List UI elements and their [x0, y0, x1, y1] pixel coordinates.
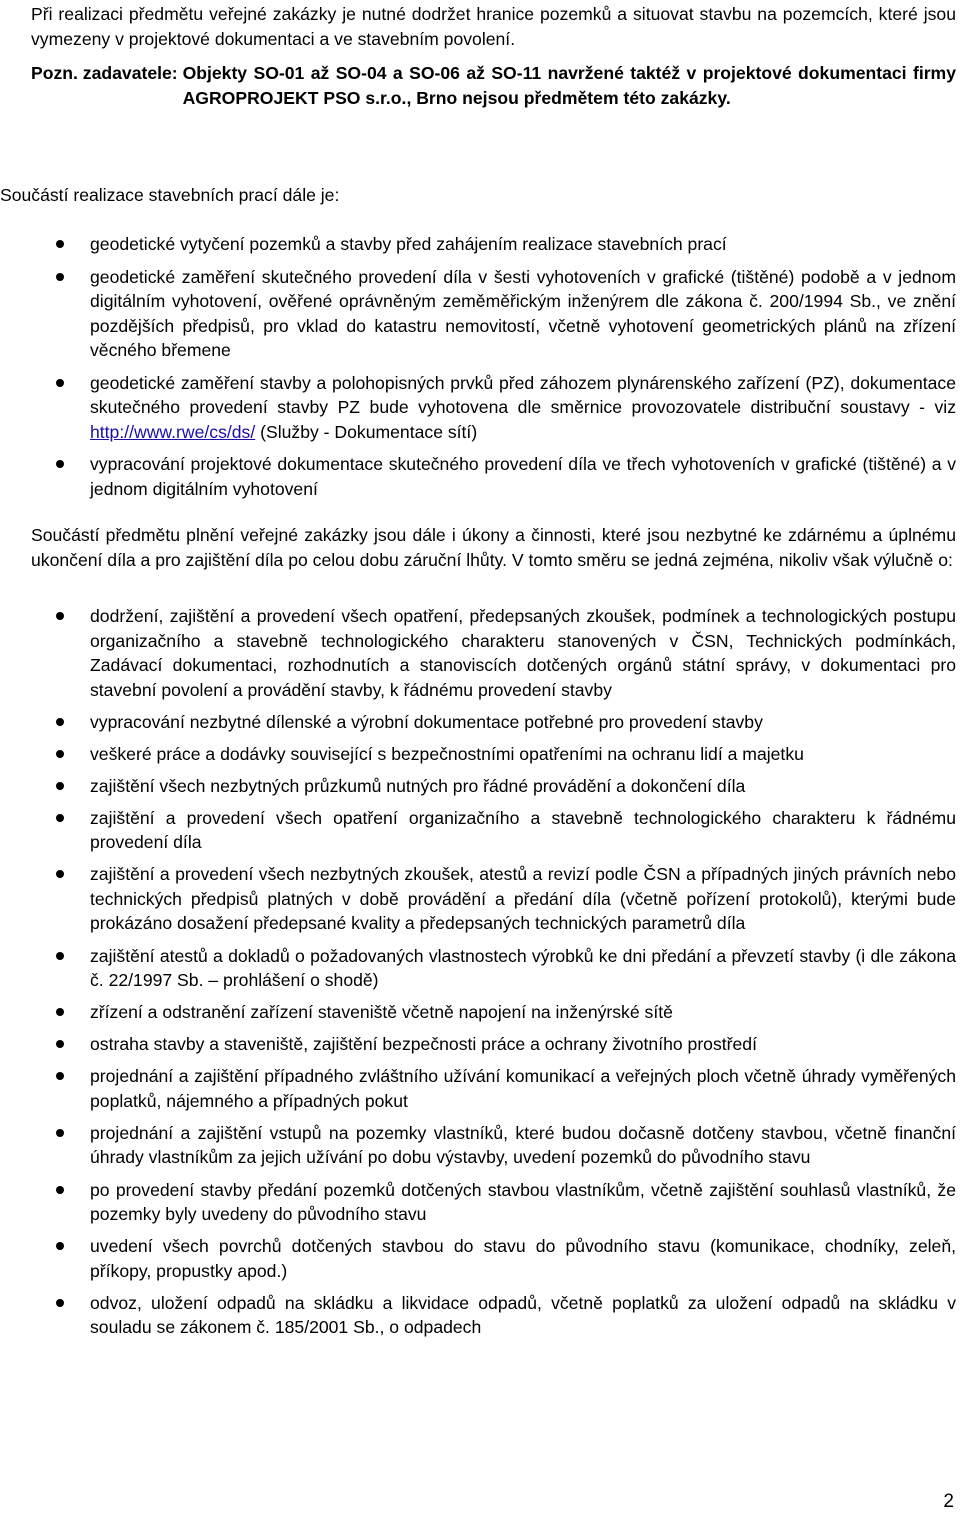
bullet-icon	[56, 1008, 64, 1016]
list-item	[31, 265, 956, 363]
bullet-icon	[56, 782, 64, 790]
list-item	[31, 1000, 956, 1025]
item-text: dodržení, zajištění a provedení všech opatření, předepsaných zkoušek, podmínek a technologických postupu organizačního a stavebně technologického charakteru stanovených v ČSN, Technických podmínkách, Zadávací dokumentaci, rozhodnutích a stanoviscích dotčených orgánů státní správy, v dokumentaci pro stavební povolení a provádění stavby, k řádnému provedení stavby	[90, 606, 956, 700]
page-number: 2	[943, 1491, 954, 1512]
section2-paragraph: Součástí předmětu plnění veřejné zakázky jsou dále i úkony a činnosti, které jsou nezbytné ke zdárnému a úplnému ukončení díla a pro zajištění díla po celou dobu záruční lhůty. V tomto směru se jedná zejména, nikoliv však výlučně o:	[31, 525, 956, 570]
item-text: projednání a zajištění vstupů na pozemky vlastníků, které budou dočasně dotčeny stavbou, včetně finanční úhrady vlastníkům za jejich užívání po dobu výstavby, uvedení pozemků do původního stavu	[90, 1122, 956, 1168]
item-text-after: (Služby - Dokumentace sítí)	[255, 421, 478, 442]
section1-list	[31, 232, 956, 501]
bullet-icon	[56, 1186, 64, 1194]
item-text: projednání a zajištění případného zvláštního užívání komunikací a veřejných ploch včetně úhrady vyměřených poplatků, nájemného a případných pokut	[90, 1066, 956, 1111]
list-item	[31, 1032, 956, 1057]
list-item	[31, 452, 956, 501]
item-text: zřízení a odstranění zařízení staveniště včetně napojení na inženýrské sítě	[90, 1002, 673, 1023]
item-text: zajištění atestů a dokladů o požadovaných vlastnostech výrobků ke dni předání a převzetí stavby (i dle zákona č. 22/1997 Sb. – prohlášení o shodě)	[90, 945, 956, 991]
note-prefix: Pozn. zadavatele:	[31, 63, 183, 83]
section1-heading: Součástí realizace stavebních prací dále je:	[0, 185, 340, 205]
note-text: Objekty SO-01 až SO-04 a SO-06 až SO-11 navržené taktéž v projektové dokumentaci firmy AGROPROJEKT PSO s.r.o., Brno nejsou předmětem této zakázky.	[182, 63, 956, 108]
list-item	[31, 1064, 956, 1113]
bullet-icon	[56, 1299, 64, 1307]
bullet-icon	[56, 1242, 64, 1250]
bullet-icon	[56, 718, 64, 726]
bullet-icon	[56, 240, 64, 248]
item-text: vypracování nezbytné dílenské a výrobní dokumentace potřebné pro provedení stavby	[90, 711, 763, 732]
item-text: uvedení všech povrchů dotčených stavbou do stavu do původního stavu (komunikace, chodníky, zeleň, příkopy, propustky apod.)	[90, 1236, 956, 1281]
section2-list	[31, 604, 956, 1340]
item-text-before: geodetické zaměření stavby a polohopisných prvků před záhozem plynárenského zařízení (PZ), dokumentace skutečného provedení stavby PZ bude vyhotovena dle směrnice provozovatele distribuční soustavy - viz	[90, 372, 956, 417]
list-item	[31, 742, 956, 767]
bullet-icon	[56, 814, 64, 822]
bullet-icon	[56, 460, 64, 468]
bullet-icon	[56, 612, 64, 620]
list-item	[31, 774, 956, 799]
list-item	[31, 604, 956, 702]
list-item	[31, 1291, 956, 1340]
item-text: geodetické vytyčení pozemků a stavby před zahájením realizace stavebních prací	[90, 234, 727, 254]
bullet-icon	[56, 750, 64, 758]
intro-paragraph	[31, 2, 956, 51]
item-text: zajištění a provedení všech opatření organizačního a stavebně technologického charakteru k řádnému provedení díla	[90, 807, 956, 853]
list-item	[31, 944, 956, 993]
list-item	[31, 710, 956, 735]
bullet-icon	[56, 273, 64, 281]
item-text: odvoz, uložení odpadů na skládku a likvidace odpadů, včetně poplatků za uložení odpadů na skládku v souladu se zákonem č. 185/2001 Sb., o odpadech	[90, 1292, 956, 1338]
item-text: ostraha stavby a staveniště, zajištění bezpečnosti práce a ochrany životního prostředí	[90, 1034, 757, 1055]
distribution-link[interactable]: http://www.rwe/cs/ds/	[90, 421, 256, 442]
list-item	[31, 1234, 956, 1283]
list-item	[31, 806, 956, 855]
list-item	[31, 1178, 956, 1227]
item-text: veškeré práce a dodávky související s bezpečnostními opatřeními na ochranu lidí a majetku	[90, 743, 804, 764]
item-text: geodetické zaměření skutečného provedení díla v šesti vyhotoveních v grafické (tištěné) podobě a v jednom digitálním vyhotovení, ověřené oprávněným zeměměřickým inženýrem dle zákona č. 200/1994 Sb., ve znění pozdějších předpisů, pro vklad do katastru nemovitostí, včetně vyhotovení geometrických plánů na zřízení věcného břemene	[90, 266, 956, 360]
bullet-icon	[56, 1129, 64, 1137]
list-item	[31, 1121, 956, 1170]
list-item	[31, 862, 956, 936]
item-text: po provedení stavby předání pozemků dotčených stavbou vlastníkům, včetně zajištění souhlasů vlastníků, že pozemky byly uvedeny do původního stavu	[90, 1179, 956, 1225]
item-text: zajištění všech nezbytných průzkumů nutných pro řádné provádění a dokončení díla	[90, 775, 746, 796]
client-note	[31, 61, 956, 110]
intro-text: Při realizaci předmětu veřejné zakázky je nutné dodržet hranice pozemků a situovat stavbu na pozemcích, které jsou vymezeny v projektové dokumentaci a ve stavebním povolení.	[31, 4, 956, 49]
list-item	[31, 232, 956, 257]
bullet-icon	[56, 952, 64, 960]
item-text: vypracování projektové dokumentace skutečného provedení díla ve třech vyhotoveních v grafické (tištěné) a v jednom digitálním vyhotovení	[90, 454, 956, 499]
bullet-icon	[56, 870, 64, 878]
list-item	[31, 371, 956, 445]
bullet-icon	[56, 1040, 64, 1048]
item-text: zajištění a provedení všech nezbytných zkoušek, atestů a revizí podle ČSN a případných jiných právních nebo technických předpisů platných v době provádění a předání díla (včetně pořízení protokolů), kterými bude prokázáno dosažení předepsané kvality a předepsaných technických parametrů díla	[90, 864, 956, 934]
bullet-icon	[56, 1072, 64, 1080]
bullet-icon	[56, 379, 64, 387]
